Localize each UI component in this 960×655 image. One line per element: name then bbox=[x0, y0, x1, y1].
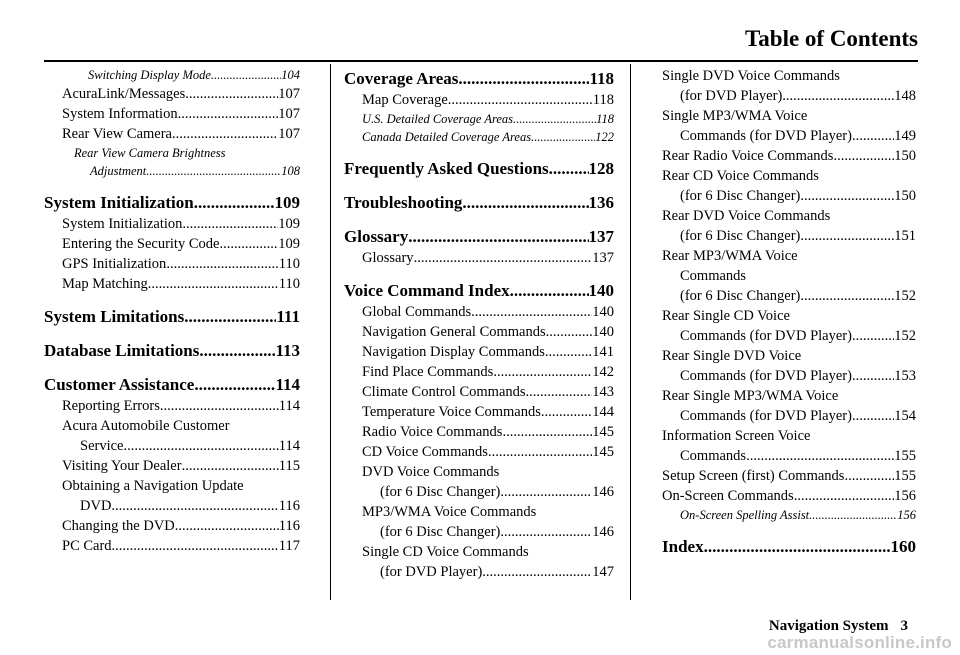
toc-page-number: 144 bbox=[592, 404, 614, 420]
toc-page-number: 110 bbox=[278, 276, 300, 292]
dot-leader bbox=[844, 466, 894, 486]
dot-leader bbox=[746, 446, 894, 466]
toc-entry[interactable] bbox=[344, 248, 614, 268]
toc-page-number: 148 bbox=[894, 88, 916, 104]
toc-entry-title: System Limitations bbox=[44, 307, 185, 326]
dot-leader bbox=[502, 422, 592, 442]
toc-entry-title: Commands (for DVD Player) bbox=[680, 328, 852, 344]
dot-leader bbox=[482, 562, 592, 582]
toc-entry-title: DVD Voice Commands bbox=[362, 464, 500, 480]
toc-entry-title: Acura Automobile Customer bbox=[62, 418, 230, 434]
toc-entry[interactable] bbox=[344, 110, 614, 128]
toc-page-number: 117 bbox=[278, 538, 300, 554]
toc-entry[interactable] bbox=[44, 516, 300, 536]
toc-entry-title: Switching Display Mode bbox=[88, 68, 211, 82]
toc-section-entry[interactable] bbox=[344, 158, 614, 180]
dot-leader bbox=[448, 90, 593, 110]
toc-entry[interactable] bbox=[44, 234, 300, 254]
toc-page-number: 114 bbox=[278, 398, 300, 414]
toc-entry-title: Troubleshooting bbox=[344, 193, 463, 212]
toc-page-number: 113 bbox=[275, 341, 300, 360]
toc-entry[interactable] bbox=[662, 466, 916, 486]
dot-leader bbox=[111, 496, 278, 516]
toc-entry[interactable] bbox=[662, 406, 916, 426]
toc-entry-title: Global Commands bbox=[362, 304, 472, 320]
toc-entry[interactable] bbox=[344, 442, 614, 462]
toc-entry[interactable] bbox=[44, 456, 300, 476]
dot-leader bbox=[123, 436, 278, 456]
toc-column-2 bbox=[344, 66, 614, 582]
toc-entry-line[interactable] bbox=[44, 476, 300, 496]
toc-page-number: 146 bbox=[592, 484, 614, 500]
toc-page-number: 108 bbox=[281, 164, 300, 178]
toc-entry-line[interactable] bbox=[44, 144, 300, 162]
toc-entry[interactable] bbox=[344, 128, 614, 146]
toc-entry-title: Entering the Security Code bbox=[62, 236, 220, 252]
toc-entry-title: Single DVD Voice Commands bbox=[662, 68, 840, 84]
toc-entry-line[interactable] bbox=[662, 166, 916, 186]
toc-entry[interactable] bbox=[44, 496, 300, 516]
toc-page-number: 107 bbox=[278, 106, 300, 122]
toc-entry-line[interactable] bbox=[662, 426, 916, 446]
toc-page-number: 155 bbox=[894, 468, 916, 484]
page-title: Table of Contents bbox=[745, 26, 918, 51]
toc-entry-line[interactable] bbox=[662, 66, 916, 86]
toc-entry-title: (for 6 Disc Changer) bbox=[380, 524, 501, 540]
toc-page-number: 110 bbox=[278, 256, 300, 272]
toc-entry-title: Coverage Areas bbox=[344, 69, 459, 88]
toc-entry-title: DVD bbox=[80, 498, 112, 514]
toc-entry[interactable] bbox=[44, 396, 300, 416]
toc-column-3 bbox=[662, 66, 916, 558]
toc-entry-title: Obtaining a Navigation Update bbox=[62, 478, 244, 494]
toc-entry-title: Rear Single DVD Voice bbox=[662, 348, 802, 364]
toc-page-number: 116 bbox=[278, 498, 300, 514]
toc-entry[interactable] bbox=[344, 402, 614, 422]
toc-entry-title: Visiting Your Dealer bbox=[62, 458, 182, 474]
toc-page-number: 143 bbox=[592, 384, 614, 400]
dot-leader bbox=[549, 158, 589, 180]
dot-leader bbox=[500, 482, 592, 502]
toc-page-number: 147 bbox=[592, 564, 614, 580]
dot-leader bbox=[493, 362, 592, 382]
dot-leader bbox=[408, 226, 588, 248]
dot-leader bbox=[852, 406, 894, 426]
toc-page-number: 150 bbox=[894, 188, 916, 204]
toc-entry[interactable] bbox=[344, 362, 614, 382]
toc-entry-title: PC Card bbox=[62, 538, 112, 554]
dot-leader bbox=[211, 66, 281, 84]
toc-entry-line[interactable] bbox=[662, 206, 916, 226]
toc-page-number: 140 bbox=[592, 324, 614, 340]
toc-page-number: 156 bbox=[897, 508, 916, 522]
toc-entry-title: System Initialization bbox=[62, 216, 183, 232]
toc-entry[interactable] bbox=[662, 126, 916, 146]
toc-page-number: 118 bbox=[592, 92, 614, 108]
dot-leader bbox=[199, 340, 275, 362]
toc-entry[interactable] bbox=[44, 66, 300, 84]
toc-entry-title: On-Screen Commands bbox=[662, 488, 794, 504]
toc-entry-line[interactable] bbox=[44, 416, 300, 436]
toc-page-number: 155 bbox=[894, 448, 916, 464]
toc-entry-title: GPS Initialization bbox=[62, 256, 167, 272]
dot-leader bbox=[219, 234, 278, 254]
toc-page-number: 122 bbox=[595, 130, 614, 144]
toc-entry-line[interactable] bbox=[662, 306, 916, 326]
dot-leader bbox=[462, 192, 588, 214]
toc-entry[interactable] bbox=[44, 274, 300, 294]
toc-entry-title: Frequently Asked Questions bbox=[344, 159, 549, 178]
toc-page-number: 140 bbox=[588, 281, 614, 300]
dot-leader bbox=[852, 126, 894, 146]
toc-page-number: 153 bbox=[894, 368, 916, 384]
toc-entry[interactable] bbox=[344, 302, 614, 322]
dot-leader bbox=[513, 110, 596, 128]
toc-entry[interactable] bbox=[662, 186, 916, 206]
dot-leader bbox=[800, 286, 894, 306]
dot-leader bbox=[178, 104, 279, 124]
toc-entry-title: Find Place Commands bbox=[362, 364, 494, 380]
toc-entry-title: Map Matching bbox=[62, 276, 148, 292]
toc-entry[interactable] bbox=[662, 326, 916, 346]
toc-entry-line[interactable] bbox=[662, 266, 916, 286]
toc-entry[interactable] bbox=[344, 522, 614, 542]
dot-leader bbox=[172, 124, 278, 144]
dot-leader bbox=[833, 146, 894, 166]
toc-page-number: 114 bbox=[278, 438, 300, 454]
toc-page-number: 109 bbox=[278, 236, 300, 252]
toc-entry-title: Commands bbox=[680, 268, 747, 284]
toc-entry[interactable] bbox=[344, 422, 614, 442]
toc-page-number: 154 bbox=[894, 408, 916, 424]
toc-entry[interactable] bbox=[662, 486, 916, 506]
toc-entry-title: Commands (for DVD Player) bbox=[680, 128, 852, 144]
dot-leader bbox=[510, 280, 589, 302]
toc-entry-title: (for 6 Disc Changer) bbox=[680, 188, 801, 204]
toc-entry[interactable] bbox=[662, 366, 916, 386]
toc-entry-title: Temperature Voice Commands bbox=[362, 404, 541, 420]
toc-entry[interactable] bbox=[44, 84, 300, 104]
dot-leader bbox=[146, 162, 281, 180]
dot-leader bbox=[545, 342, 592, 362]
toc-page-number: 137 bbox=[592, 250, 614, 266]
toc-section-entry[interactable] bbox=[344, 226, 614, 248]
toc-entry[interactable] bbox=[344, 342, 614, 362]
toc-entry-title: CD Voice Commands bbox=[362, 444, 488, 460]
toc-entry-line[interactable] bbox=[662, 386, 916, 406]
toc-entry-title: Service bbox=[80, 438, 124, 454]
toc-page-number: 114 bbox=[275, 375, 300, 394]
toc-entry-line[interactable] bbox=[662, 106, 916, 126]
toc-page-number: 145 bbox=[592, 444, 614, 460]
dot-leader bbox=[782, 86, 894, 106]
toc-page-number: 141 bbox=[592, 344, 614, 360]
toc-section-entry[interactable] bbox=[344, 192, 614, 214]
toc-entry-title: Commands bbox=[680, 448, 747, 464]
toc-section-entry[interactable] bbox=[344, 280, 614, 302]
column-divider bbox=[330, 64, 331, 600]
toc-entry-title: Setup Screen (first) Commands bbox=[662, 468, 845, 484]
toc-entry-title: Changing the DVD bbox=[62, 518, 175, 534]
toc-page-number: 151 bbox=[894, 228, 916, 244]
toc-entry-title: System Information bbox=[62, 106, 178, 122]
toc-entry[interactable] bbox=[44, 436, 300, 456]
toc-entry-title: Single MP3/WMA Voice bbox=[662, 108, 808, 124]
toc-page-number: 145 bbox=[592, 424, 614, 440]
toc-entry-title: Map Coverage bbox=[362, 92, 448, 108]
toc-entry[interactable] bbox=[344, 322, 614, 342]
toc-entry-line[interactable] bbox=[344, 502, 614, 522]
toc-entry[interactable] bbox=[662, 286, 916, 306]
dot-leader bbox=[809, 506, 897, 524]
toc-entry-title: Customer Assistance bbox=[44, 375, 195, 394]
toc-page-number: 149 bbox=[894, 128, 916, 144]
toc-page-number: 146 bbox=[592, 524, 614, 540]
toc-entry[interactable] bbox=[44, 104, 300, 124]
dot-leader bbox=[852, 326, 894, 346]
toc-entry-title: Canada Detailed Coverage Areas bbox=[362, 130, 532, 144]
dot-leader bbox=[184, 306, 276, 328]
dot-leader bbox=[541, 402, 592, 422]
toc-page-number: 152 bbox=[894, 288, 916, 304]
toc-entry-title: System Initialization bbox=[44, 193, 194, 212]
toc-entry[interactable] bbox=[44, 162, 300, 180]
toc-page-number: 118 bbox=[589, 69, 614, 88]
toc-page-number: 150 bbox=[894, 148, 916, 164]
toc-entry-title: Radio Voice Commands bbox=[362, 424, 503, 440]
toc-entry-title: (for 6 Disc Changer) bbox=[680, 288, 801, 304]
toc-page-number: 109 bbox=[278, 216, 300, 232]
toc-entry-line[interactable] bbox=[662, 346, 916, 366]
toc-page-number: 107 bbox=[278, 126, 300, 142]
toc-section-entry[interactable] bbox=[44, 340, 300, 362]
dot-leader bbox=[182, 214, 278, 234]
header-rule bbox=[44, 60, 918, 62]
toc-page-number: 128 bbox=[588, 159, 614, 178]
toc-entry-title: (for DVD Player) bbox=[680, 88, 783, 104]
toc-page-number: 156 bbox=[894, 488, 916, 504]
toc-section-entry[interactable] bbox=[44, 374, 300, 396]
toc-entry[interactable] bbox=[662, 446, 916, 466]
footer-section-label: Navigation System bbox=[768, 618, 889, 634]
toc-entry[interactable] bbox=[44, 214, 300, 234]
toc-entry-title: Voice Command Index bbox=[344, 281, 510, 300]
toc-entry-title: MP3/WMA Voice Commands bbox=[362, 504, 537, 520]
toc-entry-title: Glossary bbox=[362, 250, 414, 266]
toc-page-number: 136 bbox=[588, 193, 614, 212]
toc-entry-title: (for DVD Player) bbox=[380, 564, 483, 580]
toc-entry[interactable] bbox=[44, 254, 300, 274]
toc-entry-title: Information Screen Voice bbox=[662, 428, 811, 444]
toc-entry-title: Commands (for DVD Player) bbox=[680, 408, 852, 424]
dot-leader bbox=[471, 302, 592, 322]
toc-entry-title: Database Limitations bbox=[44, 341, 200, 360]
toc-entry-line[interactable] bbox=[344, 542, 614, 562]
dot-leader bbox=[112, 536, 279, 556]
toc-entry[interactable] bbox=[662, 86, 916, 106]
toc-page-number: 152 bbox=[894, 328, 916, 344]
dot-leader bbox=[794, 486, 895, 506]
toc-entry-title: Rear Single CD Voice bbox=[662, 308, 790, 324]
toc-entry-line[interactable] bbox=[662, 246, 916, 266]
dot-leader bbox=[500, 522, 592, 542]
toc-entry-title: Rear View Camera bbox=[62, 126, 172, 142]
dot-leader bbox=[704, 536, 891, 558]
toc-section-entry[interactable] bbox=[344, 68, 614, 90]
toc-entry-title: (for 6 Disc Changer) bbox=[680, 228, 801, 244]
toc-entry[interactable] bbox=[344, 90, 614, 110]
toc-entry-title: Index bbox=[662, 537, 704, 556]
dot-leader bbox=[852, 366, 894, 386]
dot-leader bbox=[546, 322, 593, 342]
toc-entry-title: Rear DVD Voice Commands bbox=[662, 208, 831, 224]
toc-page-number: 118 bbox=[596, 112, 614, 126]
dot-leader bbox=[148, 274, 279, 294]
toc-column-1 bbox=[44, 66, 300, 556]
toc-entry-title: AcuraLink/Messages bbox=[62, 86, 186, 102]
dot-leader bbox=[166, 254, 278, 274]
column-divider bbox=[630, 64, 631, 600]
dot-leader bbox=[414, 248, 593, 268]
toc-entry[interactable] bbox=[662, 506, 916, 524]
dot-leader bbox=[458, 68, 589, 90]
dot-leader bbox=[160, 396, 279, 416]
toc-page-number: 115 bbox=[278, 458, 300, 474]
toc-page-number: 142 bbox=[592, 364, 614, 380]
toc-entry-title: Rear Radio Voice Commands bbox=[662, 148, 834, 164]
toc-page-number: 116 bbox=[278, 518, 300, 534]
dot-leader bbox=[800, 186, 894, 206]
toc-entry-title: Rear CD Voice Commands bbox=[662, 168, 819, 184]
toc-entry-title: Reporting Errors bbox=[62, 398, 160, 414]
dot-leader bbox=[175, 516, 279, 536]
toc-section-entry[interactable] bbox=[44, 306, 300, 328]
toc-entry-title: Adjustment bbox=[90, 164, 147, 178]
toc-entry[interactable] bbox=[344, 382, 614, 402]
dot-leader bbox=[185, 84, 278, 104]
toc-entry[interactable] bbox=[44, 536, 300, 556]
watermark: carmanualsonline.info bbox=[767, 633, 952, 652]
toc-entry-title: On-Screen Spelling Assist bbox=[680, 508, 810, 522]
toc-section-entry[interactable] bbox=[44, 192, 300, 214]
toc-entry-title: Glossary bbox=[344, 227, 409, 246]
dot-leader bbox=[182, 456, 279, 476]
toc-entry[interactable] bbox=[662, 226, 916, 246]
toc-entry[interactable] bbox=[662, 146, 916, 166]
toc-entry-title: Single CD Voice Commands bbox=[362, 544, 529, 560]
toc-entry-title: Commands (for DVD Player) bbox=[680, 368, 852, 384]
toc-section-entry[interactable] bbox=[662, 536, 916, 558]
toc-page-number: 160 bbox=[890, 537, 916, 556]
dot-leader bbox=[194, 192, 275, 214]
toc-entry-title: (for 6 Disc Changer) bbox=[380, 484, 501, 500]
toc-entry[interactable] bbox=[344, 562, 614, 582]
toc-entry-title: Climate Control Commands bbox=[362, 384, 526, 400]
footer-page-number: 3 bbox=[900, 618, 908, 634]
dot-leader bbox=[194, 374, 275, 396]
toc-entry-title: Navigation General Commands bbox=[362, 324, 546, 340]
toc-entry[interactable] bbox=[344, 482, 614, 502]
toc-entry-title: Rear Single MP3/WMA Voice bbox=[662, 388, 839, 404]
toc-entry[interactable] bbox=[44, 124, 300, 144]
toc-entry-line[interactable] bbox=[344, 462, 614, 482]
toc-page-number: 111 bbox=[276, 307, 300, 326]
dot-leader bbox=[531, 128, 595, 146]
dot-leader bbox=[800, 226, 894, 246]
toc-page-number: 109 bbox=[274, 193, 300, 212]
toc-entry-title: Rear View Camera Brightness bbox=[74, 146, 226, 160]
toc-entry-title: Navigation Display Commands bbox=[362, 344, 545, 360]
toc-page-number: 104 bbox=[281, 68, 300, 82]
dot-leader bbox=[526, 382, 593, 402]
toc-entry-title: Rear MP3/WMA Voice bbox=[662, 248, 798, 264]
toc-page-number: 107 bbox=[278, 86, 300, 102]
toc-entry-title: U.S. Detailed Coverage Areas bbox=[362, 112, 514, 126]
toc-page-number: 137 bbox=[588, 227, 614, 246]
dot-leader bbox=[488, 442, 592, 462]
toc-page-number: 140 bbox=[592, 304, 614, 320]
